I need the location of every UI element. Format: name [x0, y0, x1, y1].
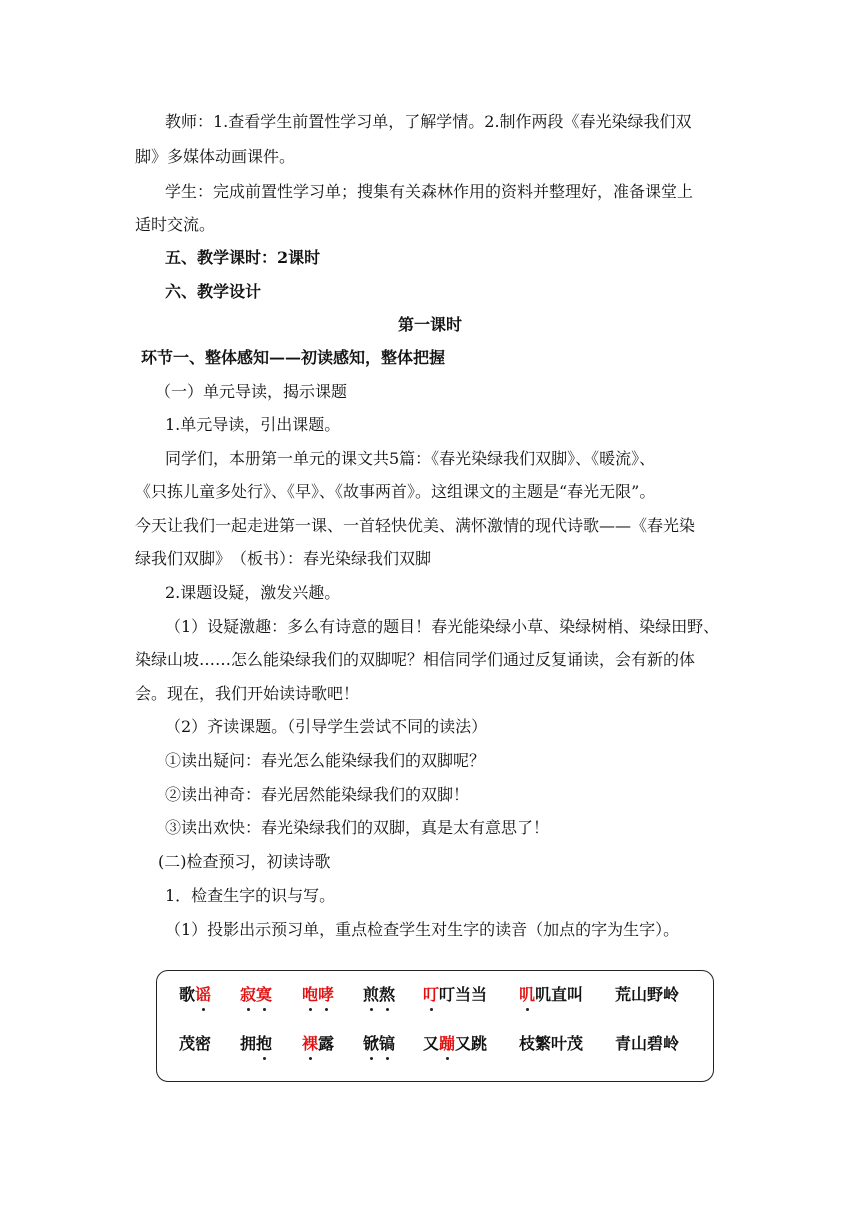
paragraph-1-line-2: 《只拣儿童多处行》、《早》、《故事两首》。这组课文的主题是“春光无限”。 — [135, 482, 656, 501]
teacher-prep-line-1: 教师：1.查看学生前置性学习单，了解学情。2.制作两段《春光染绿我们双 — [165, 112, 692, 131]
vocab-word-bengtiao: 又蹦又跳 — [423, 1034, 488, 1053]
part-1-heading: （一）单元导读，揭示课题 — [155, 382, 348, 401]
paragraph-1-line-4: 绿我们双脚》 （板书）：春光染绿我们双脚 — [135, 549, 432, 568]
vocabulary-box — [156, 970, 714, 1082]
vocab-word-yongbao: 拥抱 — [240, 1034, 273, 1053]
vocab-word-huangshan: 荒山野岭 — [615, 985, 680, 1004]
paragraph-1-line-3: 今天让我们一起走进第一课、一首轻快优美、满怀激情的现代诗歌——《春光染 — [135, 516, 696, 535]
question-2: （2）齐读课题。（引导学生尝试不同的读法） — [165, 717, 488, 736]
section-5-heading: 五、教学课时：2课时 — [165, 248, 321, 267]
vocab-word-dingdang: 叮叮当当 — [423, 985, 488, 1004]
question-3: （1）投影出示预习单，重点检查学生对生字的读音（加点的字为生字）。 — [165, 920, 680, 939]
item-2: 2.课题设疑，激发兴趣。 — [165, 583, 341, 602]
reading-3: ③读出欢快：春光染绿我们的双脚，真是太有意思了！ — [165, 818, 550, 837]
student-prep-line-2: 适时交流。 — [135, 215, 216, 234]
question-1-line-1: （1）设疑激趣：多么有诗意的题目！春光能染绿小草、染绿树梢、染绿田野、 — [165, 617, 720, 636]
part-2-heading: (二)检查预习，初读诗歌 — [158, 852, 331, 871]
stage-1-heading: 环节一、整体感知——初读感知，整体把握 — [141, 348, 446, 367]
vocab-word-geyao: 歌谣 — [179, 985, 212, 1004]
vocab-word-jianao: 煎熬 — [363, 985, 396, 1004]
lesson-title: 第一课时 — [397, 315, 462, 334]
vocab-word-jimo: 寂寞 — [240, 985, 273, 1004]
vocab-word-xiangao: 锨镐 — [363, 1034, 396, 1053]
item-3: 1．检查生字的识与写。 — [165, 886, 336, 905]
student-prep-line-1: 学生：完成前置性学习单；搜集有关森林作用的资料并整理好，准备课堂上 — [165, 182, 694, 201]
question-1-line-2: 染绿山坡……怎么能染绿我们的双脚呢？相信同学们通过反复诵读，会有新的体 — [135, 650, 696, 669]
reading-1: ①读出疑问：春光怎么能染绿我们的双脚呢？ — [165, 751, 486, 770]
item-1: 1.单元导读，引出课题。 — [165, 415, 341, 434]
vocab-word-jiji: 叽叽直叫 — [519, 985, 584, 1004]
vocab-word-qingshan: 青山碧岭 — [615, 1034, 680, 1053]
reading-2: ②读出神奇：春光居然能染绿我们的双脚！ — [165, 785, 470, 804]
question-1-line-3: 会。现在，我们开始读诗歌吧！ — [135, 684, 360, 703]
section-6-heading: 六、教学设计 — [165, 282, 262, 301]
vocab-word-maomi: 茂密 — [179, 1034, 212, 1053]
vocab-word-luolu: 裸露 — [302, 1034, 335, 1053]
vocab-word-paoxiao: 咆哮 — [302, 985, 335, 1004]
paragraph-1-line-1: 同学们，本册第一单元的课文共5篇：《春光染绿我们双脚》、《暖流》、 — [165, 449, 656, 468]
teacher-prep-line-2: 脚》多媒体动画课件。 — [135, 147, 296, 166]
vocab-word-zhifan: 枝繁叶茂 — [519, 1034, 584, 1053]
